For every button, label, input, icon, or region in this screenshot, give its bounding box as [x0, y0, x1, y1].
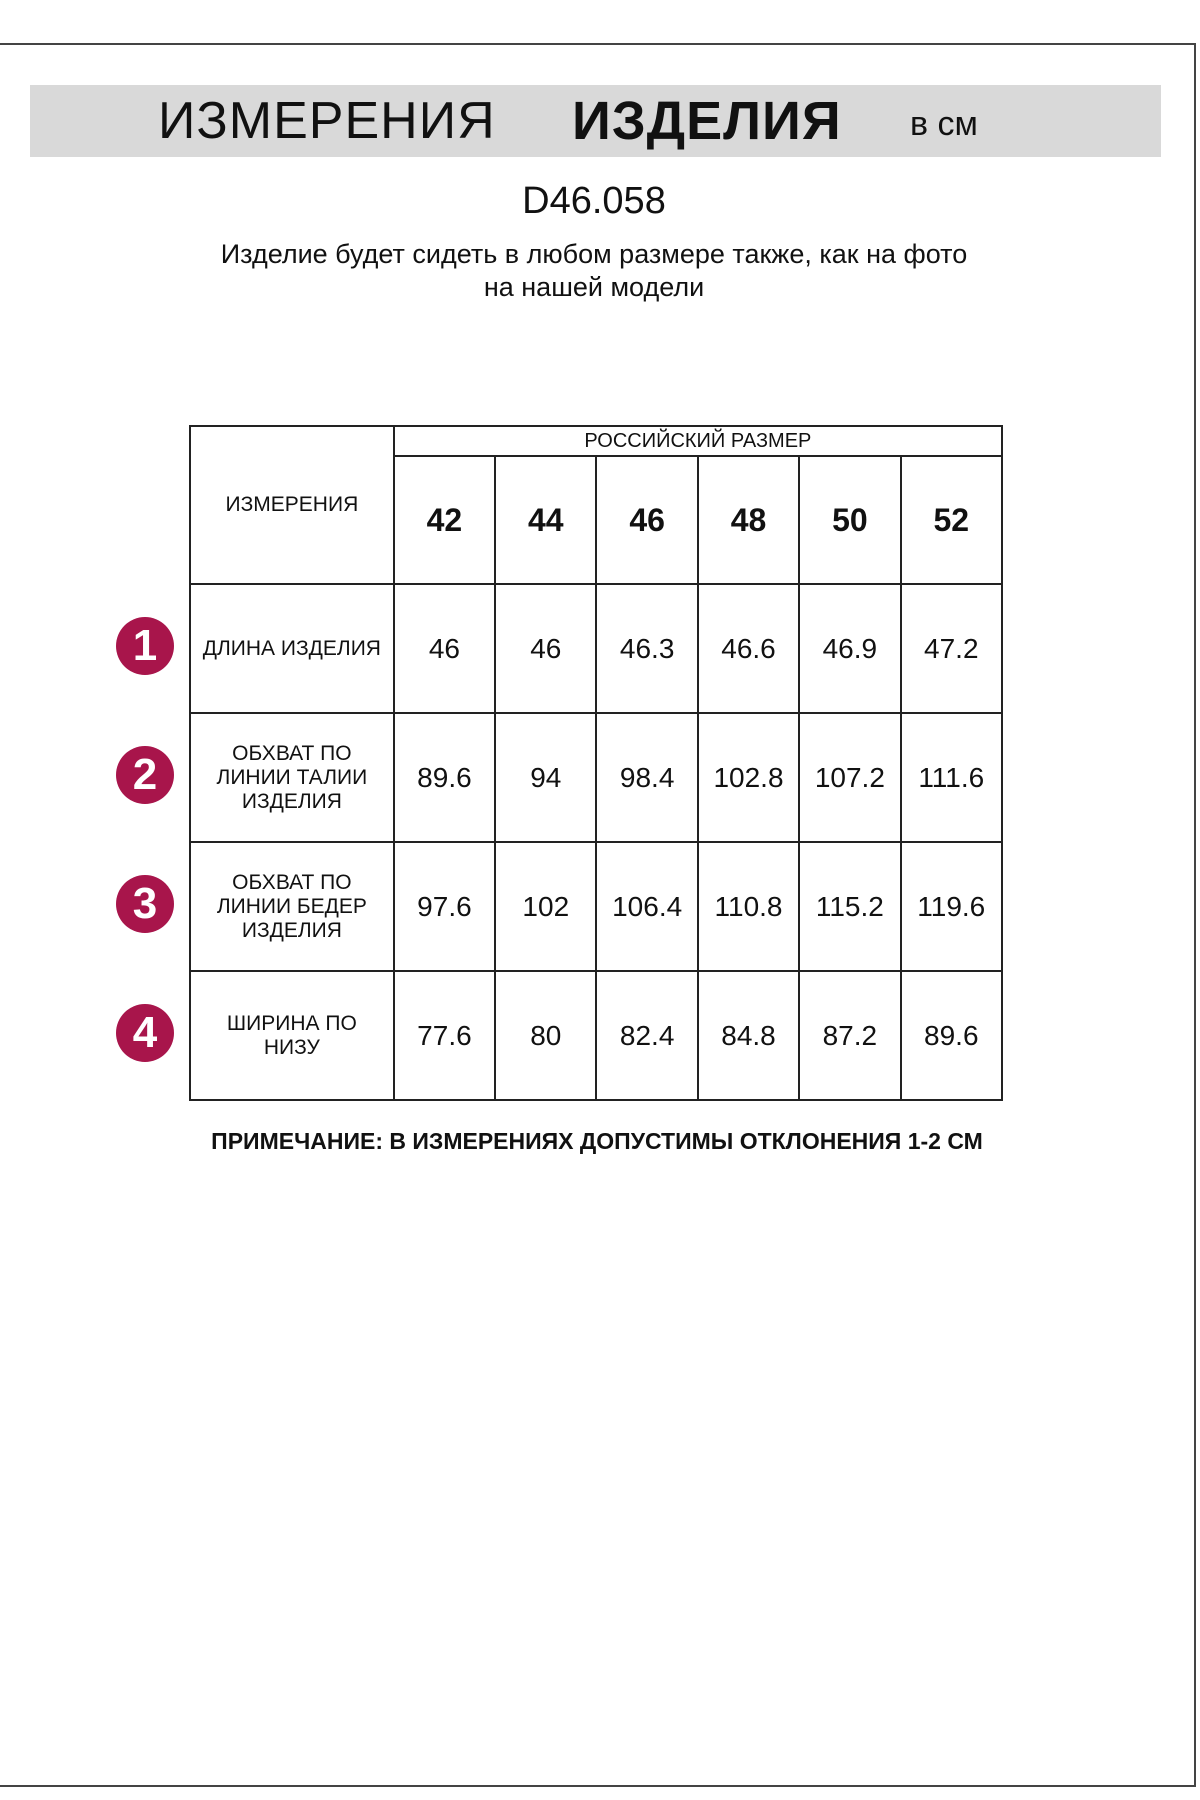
measurements-column-header: ИЗМЕРЕНИЯ — [190, 426, 394, 584]
row-label-line: ИЗДЕЛИЯ — [241, 918, 342, 942]
table-row — [190, 971, 1002, 1100]
number-badge-2: 2 — [116, 746, 174, 804]
header-unit: в см — [910, 105, 978, 143]
number-badge-3: 3 — [116, 875, 174, 933]
table-cell: 80 — [495, 971, 596, 1100]
row-label-line: ОБХВАТ ПО — [232, 870, 352, 894]
row-label-hem-width — [190, 971, 394, 1100]
row-label-line: ИЗДЕЛИЯ — [241, 789, 342, 813]
table-cell: 98.4 — [596, 713, 697, 842]
row-label-hips — [190, 842, 394, 971]
header-title-product: ИЗДЕЛИЯ — [572, 91, 842, 151]
table-row — [190, 842, 1002, 971]
table-cell: 87.2 — [799, 971, 900, 1100]
header-title-measurements: ИЗМЕРЕНИЯ — [158, 92, 496, 150]
size-header: 50 — [799, 456, 900, 584]
table-cell: 46.6 — [698, 584, 799, 713]
fit-description — [0, 238, 1188, 304]
number-badge-4: 4 — [116, 1004, 174, 1062]
row-label-line: ЛИНИИ БЕДЕР — [216, 894, 367, 918]
row-label-length — [190, 584, 394, 713]
table-cell: 46.9 — [799, 584, 900, 713]
table-cell: 102 — [495, 842, 596, 971]
row-label-line: ЛИНИИ ТАЛИИ — [216, 765, 368, 789]
table-cell: 89.6 — [901, 971, 1002, 1100]
row-label-line: ДЛИНА ИЗДЕЛИЯ — [202, 636, 381, 660]
row-label-line: ШИРИНА ПО — [226, 1011, 357, 1035]
table-cell: 46 — [495, 584, 596, 713]
table-cell: 84.8 — [698, 971, 799, 1100]
table-cell: 102.8 — [698, 713, 799, 842]
table-row — [190, 584, 1002, 713]
table-cell: 97.6 — [394, 842, 495, 971]
table-cell: 77.6 — [394, 971, 495, 1100]
article-number: D46.058 — [522, 180, 666, 222]
row-label-line: НИЗУ — [263, 1035, 320, 1059]
row-label-line: ОБХВАТ ПО — [232, 741, 352, 765]
table-cell: 106.4 — [596, 842, 697, 971]
table-cell: 47.2 — [901, 584, 1002, 713]
row-label-waist — [190, 713, 394, 842]
table-cell: 94 — [495, 713, 596, 842]
table-cell: 46.3 — [596, 584, 697, 713]
fit-description-line-2: на нашей модели — [483, 272, 705, 302]
fit-description-line-1: Изделие будет сидеть в любом размере также, как на фото — [220, 239, 968, 269]
number-badge-1: 1 — [116, 617, 174, 675]
table-cell: 89.6 — [394, 713, 495, 842]
table-cell: 107.2 — [799, 713, 900, 842]
table-cell: 82.4 — [596, 971, 697, 1100]
table-row — [190, 713, 1002, 842]
size-header: 48 — [698, 456, 799, 584]
size-header: 42 — [394, 456, 495, 584]
russian-size-header: РОССИЙСКИЙ РАЗМЕР — [394, 426, 1002, 456]
size-header: 46 — [596, 456, 697, 584]
measurement-tolerance-note: ПРИМЕЧАНИЕ: В ИЗМЕРЕНИЯХ ДОПУСТИМЫ ОТКЛОНЕНИЯ 1-2 СМ — [211, 1128, 983, 1154]
size-header: 44 — [495, 456, 596, 584]
size-table-band-row — [190, 426, 1002, 456]
table-cell: 115.2 — [799, 842, 900, 971]
table-cell: 110.8 — [698, 842, 799, 971]
size-table — [189, 425, 1003, 1101]
table-cell: 111.6 — [901, 713, 1002, 842]
table-cell: 46 — [394, 584, 495, 713]
size-header: 52 — [901, 456, 1002, 584]
table-cell: 119.6 — [901, 842, 1002, 971]
